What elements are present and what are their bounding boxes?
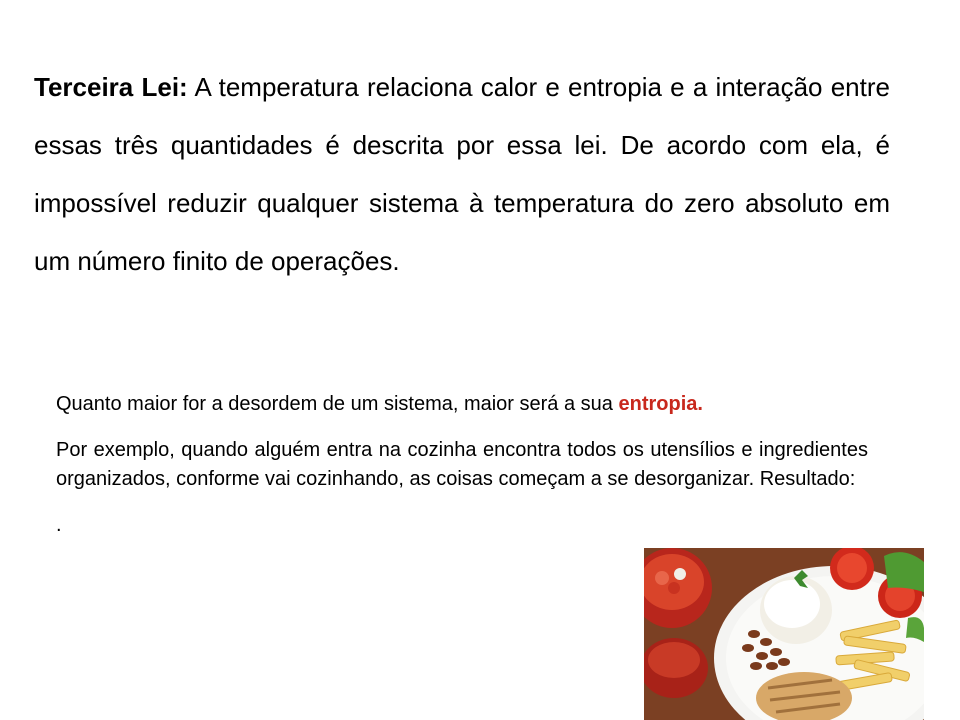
- third-law-paragraph: [34, 58, 890, 290]
- kitchen-example: Por exemplo, quando alguém entra na cozinha encontra todos os utensílios e ingredientes organizados, conforme vai cozinhando, as coisas começam a se desorganizar. Resultado:: [56, 439, 868, 490]
- law-text: A temperatura relaciona calor e entropia e a interação entre essas três quantidades é descrita por essa lei. De acordo com ela, é impossível reduzir qualquer sistema à temperatura do zero absoluto em um número finito de operações.: [34, 72, 890, 276]
- food-plate-photo: [644, 548, 924, 720]
- law-title: Terceira Lei:: [34, 72, 188, 102]
- entropy-definition: [56, 390, 868, 419]
- result-dot: .: [56, 514, 62, 536]
- entropy-highlight: entropia.: [618, 393, 703, 415]
- entropy-definition-text: Quanto maior for a desordem de um sistema, maior será a sua: [56, 393, 619, 415]
- entropy-explanation: [56, 390, 868, 540]
